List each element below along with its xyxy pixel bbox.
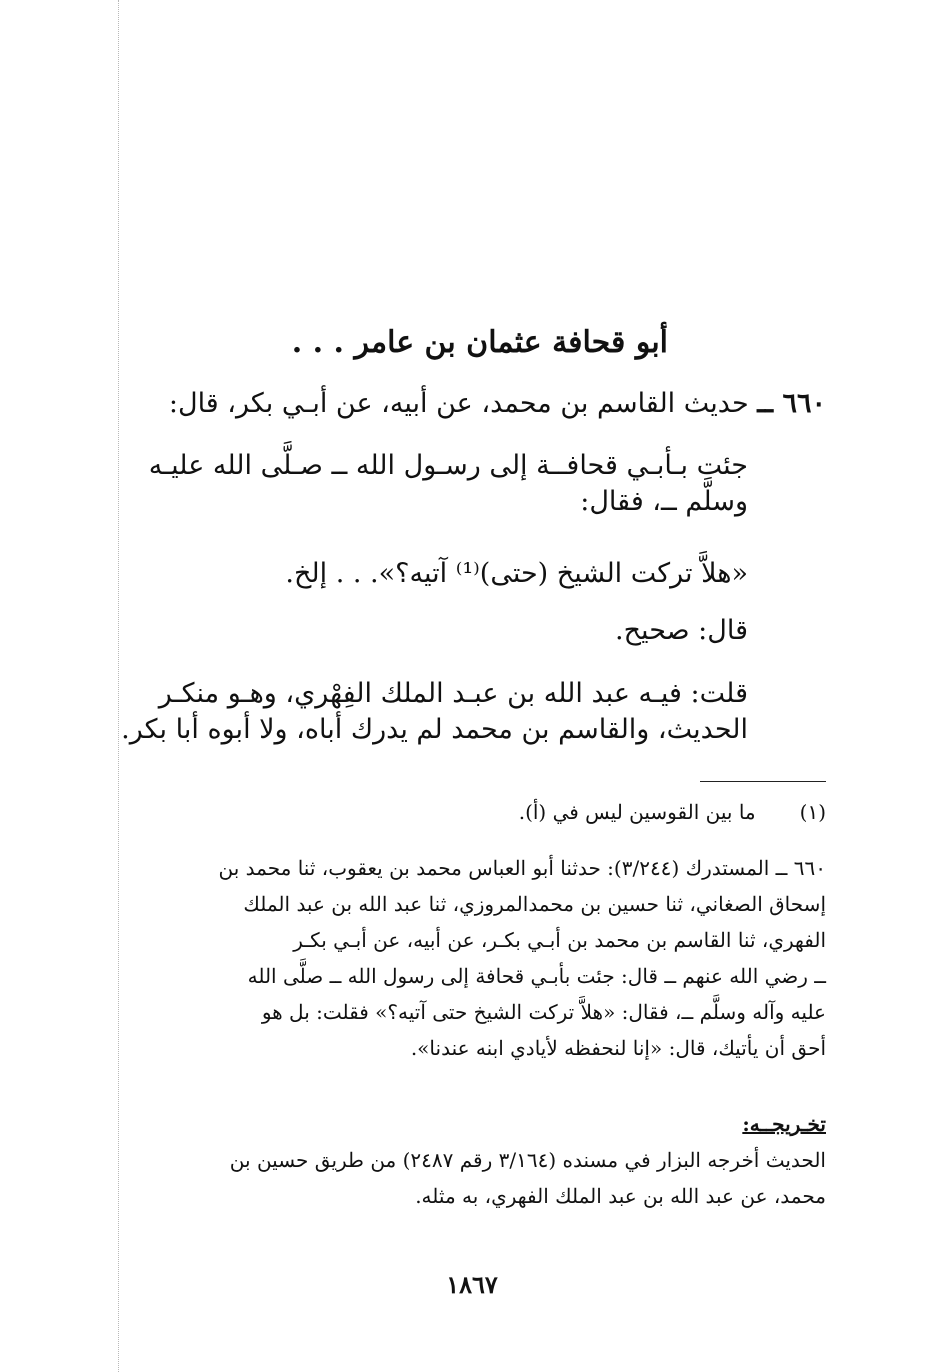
quote-line-1: جئت بـأبـي قحافــة إلى رسـول الله ــ صـلَّى الله عليـه — [148, 450, 748, 481]
source-note-line-5: عليه وآله وسلَّم ــ، فقال: «هلاَّ تركت الشيخ حتى آتيه؟» فقلت: بل هو — [261, 1000, 826, 1024]
source-note-line-1: ٦٦٠ ــ المستدرك (٣/٢٤٤): حدثنا أبو العباس محمد بن يعقوب، ثنا محمد بن — [218, 856, 826, 880]
takhrij-line-1: الحديث أخرجه البزار في مسنده (٣/١٦٤ رقم ٢٤٨٧) من طريق حسين بن — [229, 1148, 826, 1172]
ruling-line: قال: صحيح. — [615, 615, 748, 646]
entry-number: ٦٦٠ ــ — [757, 388, 826, 419]
footnote-marker: (١) — [799, 800, 826, 824]
comment-line-2: الحديث، والقاسم بن محمد لم يدرك أباه، ولا أبوه أبا بكر. — [121, 714, 748, 745]
takhrij-heading: تخـريجــه: — [742, 1112, 826, 1136]
source-note-line-6: أحق أن يأتيك، قال: «إنا لنحفظه لأيادي ابنه عندنا». — [410, 1036, 826, 1060]
source-note-line-3: الفهري، ثنا القاسم بن محمد بن أبـي بكـر، عن أبيه، عن أبـي بكـر — [293, 928, 826, 952]
footnote-text: ما بين القوسين ليس في (أ). — [518, 800, 756, 824]
takhrij-section — [116, 1106, 826, 1214]
comment-block — [108, 676, 748, 748]
hadith-entry — [106, 386, 826, 422]
footnote-separator — [700, 781, 826, 782]
takhrij-line-2: محمد، عن عبد الله بن عبد الملك الفهري، به مثله. — [415, 1184, 826, 1208]
comment-line-1: قلت: فيـه عبد الله بن عبـد الملك الفِهْري، وهـو منكـر — [158, 678, 748, 709]
quote-block — [108, 448, 748, 520]
entry-intro-line — [106, 386, 826, 422]
source-note-line-2: إسحاق الصغاني، ثنا حسين بن محمدالمروزي، ثنا عبد الله بن عبد الملك — [243, 892, 826, 916]
entry-intro: حديث القاسم بن محمد، عن أبيه، عن أبـي بكر، قال: — [168, 388, 749, 419]
page-title: أبو قحافة عثمان بن عامر . . . — [291, 325, 668, 360]
source-note — [116, 850, 826, 1066]
footnote-1 — [116, 800, 826, 824]
quote-line-2: وسلَّم ــ، فقال: — [580, 486, 748, 517]
source-note-line-4: ــ رضي الله عنهم ــ قال: جئت بأبـي قحافة إلى رسول الله ــ صلَّى الله — [247, 964, 826, 988]
quote-line-3: «هلاَّ تركت الشيخ (حتى)⁽¹⁾ آتيه؟». . . إلخ. — [285, 558, 748, 589]
page-number: ١٨٦٧ — [446, 1270, 498, 1299]
